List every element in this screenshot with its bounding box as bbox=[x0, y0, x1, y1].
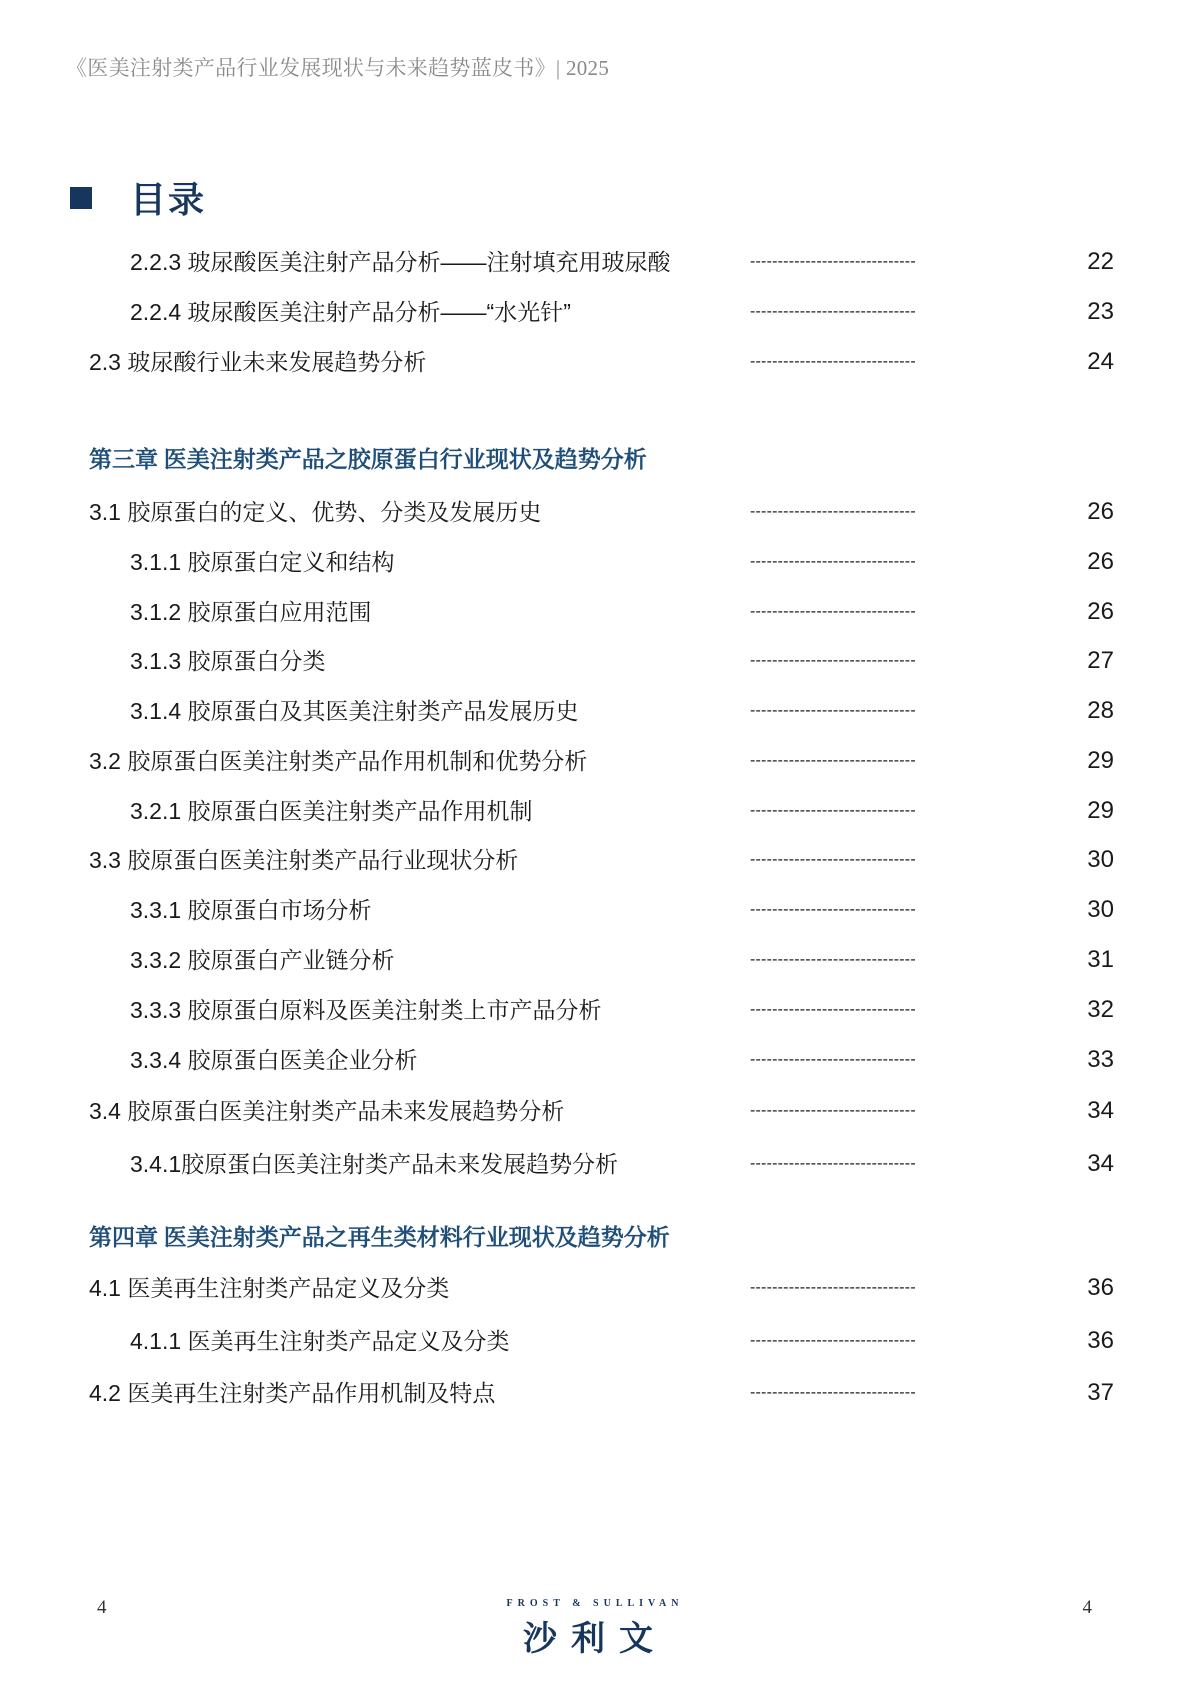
toc-page-number: 34 bbox=[1087, 1097, 1114, 1124]
toc-leader-dashes: ------------------------------ bbox=[750, 802, 916, 819]
toc-entry-label: 2.2.3 玻尿酸医美注射产品分析——注射填充用玻尿酸 bbox=[130, 249, 671, 275]
toc-page-number: 26 bbox=[1087, 598, 1114, 625]
toc-leader-dashes: ------------------------------ bbox=[750, 702, 916, 719]
toc-leader-dashes: ------------------------------ bbox=[750, 1051, 916, 1068]
toc-leader-dashes: ------------------------------ bbox=[750, 951, 916, 968]
toc-page-number: 34 bbox=[1087, 1150, 1114, 1177]
toc-entry-label: 2.2.4 玻尿酸医美注射产品分析——“水光针” bbox=[130, 299, 571, 325]
toc-leader-dashes: ------------------------------ bbox=[750, 1155, 916, 1172]
toc-entry-label: 3.2.1 胶原蛋白医美注射类产品作用机制 bbox=[130, 798, 533, 824]
toc-entry[interactable] bbox=[0, 594, 1184, 630]
toc-entry-label: 3.1.1 胶原蛋白定义和结构 bbox=[130, 549, 395, 575]
toc-entry-label: 3.1.3 胶原蛋白分类 bbox=[130, 648, 326, 674]
toc-entry-label: 3.1 胶原蛋白的定义、优势、分类及发展历史 bbox=[89, 499, 542, 525]
toc-entry[interactable] bbox=[0, 942, 1184, 978]
toc-leader-dashes: ------------------------------ bbox=[750, 1279, 916, 1296]
toc-entry-label: 3.4 胶原蛋白医美注射类产品未来发展趋势分析 bbox=[89, 1098, 565, 1124]
toc-entry-label: 3.1.2 胶原蛋白应用范围 bbox=[130, 599, 372, 625]
toc-entry[interactable] bbox=[0, 1146, 1184, 1182]
toc-leader-dashes: ------------------------------ bbox=[750, 1384, 916, 1401]
toc-leader-dashes: ------------------------------ bbox=[750, 603, 916, 620]
toc-page-number: 29 bbox=[1087, 797, 1114, 824]
toc-page-number: 24 bbox=[1087, 348, 1114, 375]
toc-leader-dashes: ------------------------------ bbox=[750, 1001, 916, 1018]
toc-leader-dashes: ------------------------------ bbox=[750, 353, 916, 370]
toc-page-number: 22 bbox=[1087, 248, 1114, 275]
toc-leader-dashes: ------------------------------ bbox=[750, 1102, 916, 1119]
toc-page-number: 32 bbox=[1087, 996, 1114, 1023]
heading-square-icon bbox=[70, 187, 92, 209]
brand-name-cn: 沙利文 bbox=[523, 1620, 667, 1658]
toc-entry[interactable] bbox=[0, 743, 1184, 779]
toc-page-number: 36 bbox=[1087, 1274, 1114, 1301]
toc-entry-label: 3.3 胶原蛋白医美注射类产品行业现状分析 bbox=[89, 847, 519, 873]
toc-entry[interactable] bbox=[0, 643, 1184, 679]
toc-page-number: 23 bbox=[1087, 298, 1114, 325]
toc-page-number: 31 bbox=[1087, 946, 1114, 973]
toc-entry-label: 3.3.2 胶原蛋白产业链分析 bbox=[130, 947, 395, 973]
toc-entry-label: 3.3.1 胶原蛋白市场分析 bbox=[130, 897, 372, 923]
toc-entry[interactable] bbox=[0, 793, 1184, 829]
toc-entry[interactable] bbox=[0, 1042, 1184, 1078]
page-title: 目录 bbox=[130, 179, 207, 220]
toc-page-number: 30 bbox=[1087, 896, 1114, 923]
toc-entry-label: 3.3.4 胶原蛋白医美企业分析 bbox=[130, 1047, 418, 1073]
toc-entry[interactable] bbox=[0, 294, 1184, 330]
toc-leader-dashes: ------------------------------ bbox=[750, 901, 916, 918]
toc-entry[interactable] bbox=[0, 842, 1184, 878]
toc-leader-dashes: ------------------------------ bbox=[750, 253, 916, 270]
toc-page-number: 26 bbox=[1087, 498, 1114, 525]
toc-entry[interactable] bbox=[0, 892, 1184, 928]
toc-page-number: 26 bbox=[1087, 548, 1114, 575]
page-number-right: 4 bbox=[1082, 1597, 1092, 1618]
frost-sullivan-logo bbox=[500, 1598, 690, 1660]
toc-entry-label: 2.3 玻尿酸行业未来发展趋势分析 bbox=[89, 349, 427, 375]
toc-entry-label: 3.4.1胶原蛋白医美注射类产品未来发展趋势分析 bbox=[130, 1151, 619, 1177]
toc-page-number: 37 bbox=[1087, 1379, 1114, 1406]
chapter-heading: 第三章 医美注射类产品之胶原蛋白行业现状及趋势分析 bbox=[89, 447, 647, 472]
toc-heading bbox=[70, 172, 206, 223]
running-header: 《医美注射类产品行业发展现状与未来趋势蓝皮书》| 2025 bbox=[66, 56, 610, 80]
toc-entry[interactable] bbox=[0, 1323, 1184, 1359]
toc-entry-label: 3.2 胶原蛋白医美注射类产品作用机制和优势分析 bbox=[89, 748, 588, 774]
toc-page-number: 29 bbox=[1087, 747, 1114, 774]
toc-leader-dashes: ------------------------------ bbox=[750, 553, 916, 570]
toc-page-number: 27 bbox=[1087, 647, 1114, 674]
chapter-heading: 第四章 医美注射类产品之再生类材料行业现状及趋势分析 bbox=[89, 1225, 670, 1250]
page-number-left: 4 bbox=[97, 1597, 107, 1618]
toc-leader-dashes: ------------------------------ bbox=[750, 752, 916, 769]
toc-leader-dashes: ------------------------------ bbox=[750, 1332, 916, 1349]
toc-entry[interactable] bbox=[0, 1093, 1184, 1129]
toc-entry[interactable] bbox=[0, 992, 1184, 1028]
toc-entry-label: 4.2 医美再生注射类产品作用机制及特点 bbox=[89, 1380, 496, 1406]
toc-entry-label: 4.1.1 医美再生注射类产品定义及分类 bbox=[130, 1328, 510, 1354]
toc-entry[interactable] bbox=[0, 494, 1184, 530]
toc-page-number: 33 bbox=[1087, 1046, 1114, 1073]
toc-entry-label: 4.1 医美再生注射类产品定义及分类 bbox=[89, 1275, 450, 1301]
brand-name-en: FROST & SULLIVAN bbox=[506, 1598, 684, 1609]
toc-entry-label: 3.1.4 胶原蛋白及其医美注射类产品发展历史 bbox=[130, 698, 579, 724]
toc-leader-dashes: ------------------------------ bbox=[750, 503, 916, 520]
toc-entry[interactable] bbox=[0, 693, 1184, 729]
toc-entry[interactable] bbox=[0, 1270, 1184, 1306]
toc-leader-dashes: ------------------------------ bbox=[750, 652, 916, 669]
toc-entry[interactable] bbox=[0, 1375, 1184, 1411]
toc-page-number: 36 bbox=[1087, 1327, 1114, 1354]
toc-entry[interactable] bbox=[0, 544, 1184, 580]
toc-entry-label: 3.3.3 胶原蛋白原料及医美注射类上市产品分析 bbox=[130, 997, 602, 1023]
toc-page-number: 28 bbox=[1087, 697, 1114, 724]
toc-entry[interactable] bbox=[0, 244, 1184, 280]
toc-leader-dashes: ------------------------------ bbox=[750, 851, 916, 868]
toc-page-number: 30 bbox=[1087, 846, 1114, 873]
toc-leader-dashes: ------------------------------ bbox=[750, 303, 916, 320]
toc-entry[interactable] bbox=[0, 344, 1184, 380]
